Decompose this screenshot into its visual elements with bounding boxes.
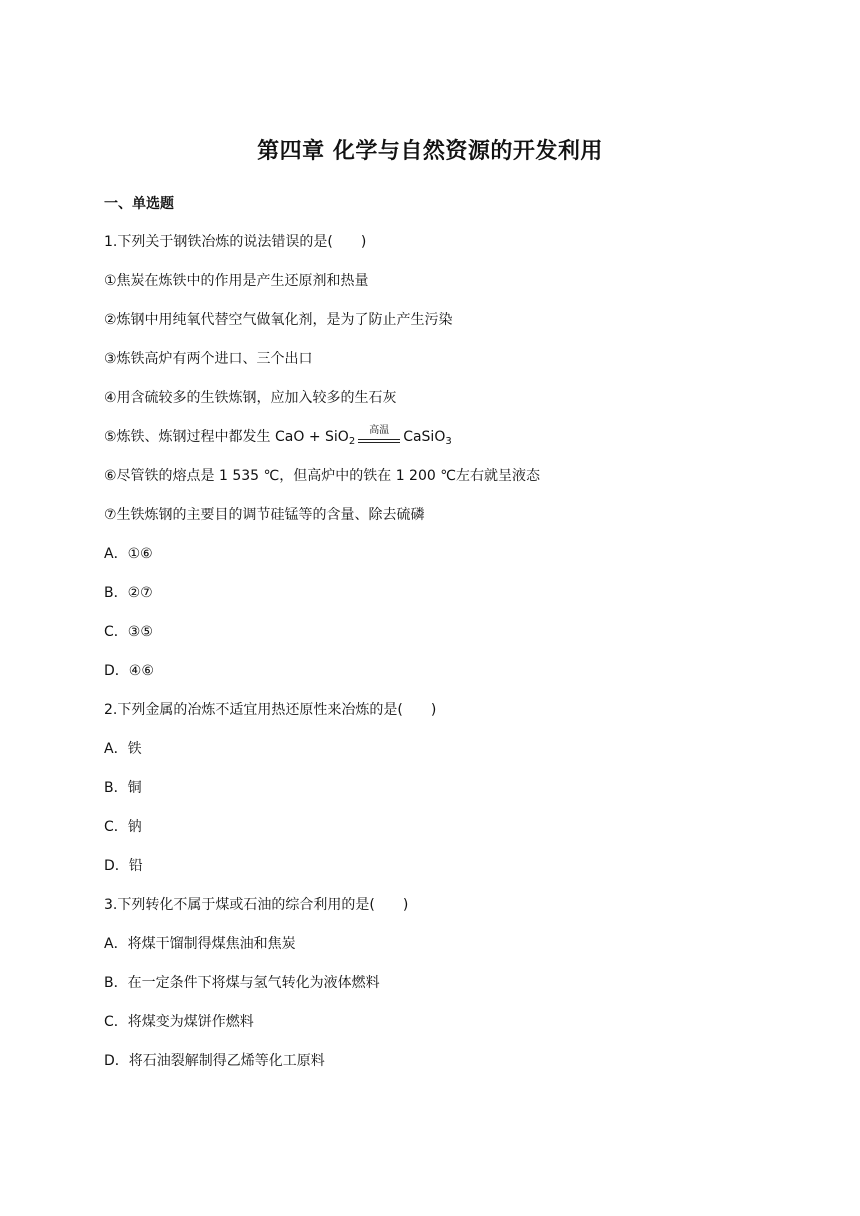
equation-product: CaSiO: [403, 429, 446, 445]
reaction-condition: 高温: [369, 425, 390, 436]
q3-option-c[interactable]: C．将煤变为煤饼作燃料: [104, 1014, 254, 1030]
q1-statement-2: ②炼钢中用纯氧代替空气做氧化剂，是为了防止产生污染: [104, 312, 453, 328]
q1-statement-7: ⑦生铁炼钢的主要目的调节硅锰等的含量、除去硫磷: [104, 507, 425, 523]
subscript: 3: [445, 436, 452, 447]
q1-statement-3: ③炼铁高炉有两个进口、三个出口: [104, 351, 313, 367]
q3-option-d[interactable]: D．将石油裂解制得乙烯等化工原料: [104, 1053, 325, 1069]
q2-option-c[interactable]: C．钠: [104, 819, 142, 835]
q2-option-b[interactable]: B．铜: [104, 780, 142, 796]
equation-reactants: ⑤炼铁、炼钢过程中都发生 CaO + SiO: [104, 429, 349, 445]
q2-option-d[interactable]: D．铅: [104, 858, 143, 874]
page-title: 第四章 化学与自然资源的开发利用: [257, 139, 603, 164]
q1-option-d[interactable]: D．④⑥: [104, 663, 154, 679]
q3-option-b[interactable]: B．在一定条件下将煤与氢气转化为液体燃料: [104, 975, 380, 991]
q1-option-a[interactable]: A．①⑥: [104, 546, 153, 562]
q1-option-b[interactable]: B．②⑦: [104, 585, 153, 601]
q1-statement-4: ④用含硫较多的生铁炼钢，应加入较多的生石灰: [104, 390, 397, 406]
question-3-stem: 3.下列转化不属于煤或石油的综合利用的是( ): [104, 897, 409, 913]
equals-line-bottom: [358, 442, 400, 443]
equals-line-top: [358, 439, 400, 440]
reaction-condition-arrow: [357, 427, 401, 447]
q1-statement-5: [104, 427, 452, 447]
question-1-stem: 1.下列关于钢铁冶炼的说法错误的是( ): [104, 234, 367, 250]
subscript: 2: [348, 436, 356, 447]
section-heading: 一、单选题: [104, 196, 174, 212]
q2-option-a[interactable]: A．铁: [104, 741, 142, 757]
q3-option-a[interactable]: A．将煤干馏制得煤焦油和焦炭: [104, 936, 296, 952]
question-2-stem: 2.下列金属的冶炼不适宜用热还原性来冶炼的是( ): [104, 702, 437, 718]
q1-statement-6: ⑥尽管铁的熔点是 1 535 ℃，但高炉中的铁在 1 200 ℃左右就呈液态: [104, 468, 540, 484]
q1-statement-1: ①焦炭在炼铁中的作用是产生还原剂和热量: [104, 273, 369, 289]
q1-option-c[interactable]: C．③⑤: [104, 624, 153, 640]
